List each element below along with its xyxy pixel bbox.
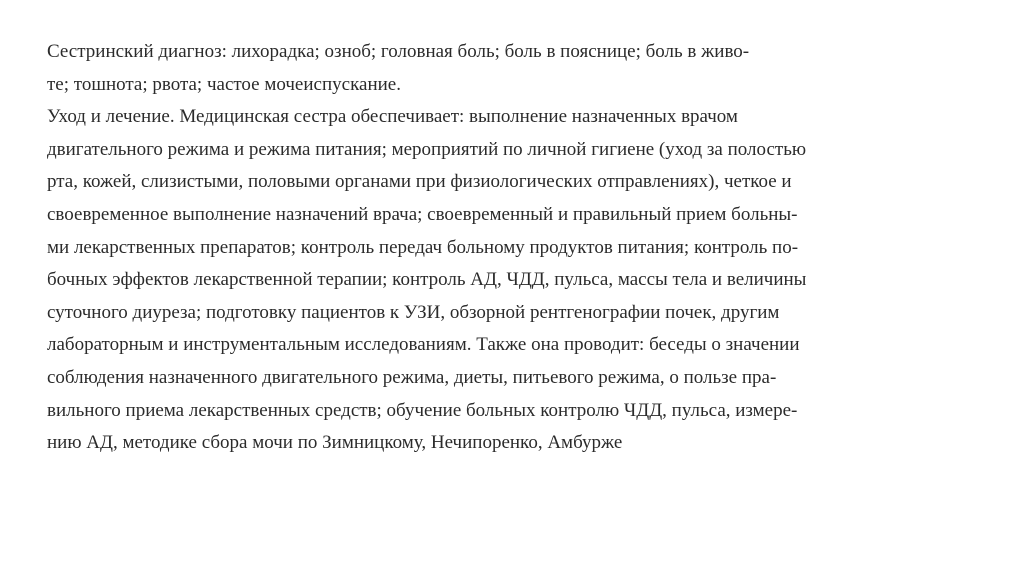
text-line: Сестринский диагноз: лихорадка; озноб; головная боль; боль в пояснице; боль в живо- — [47, 41, 750, 62]
text-line: соблюдения назначенного двигательного режима, диеты, питьевого режима, о пользе пра- — [47, 366, 777, 388]
text-line: Уход и лечение. Медицинская сестра обеспечивает: выполнение назначенных врачом — [47, 106, 738, 128]
text-line: ми лекарственных препаратов; контроль передач больному продуктов питания; контроль по- — [47, 236, 799, 258]
text-line: нию АД, методике сбора мочи по Зимницкому, Нечипоренко, Амбурже — [47, 432, 623, 454]
text-line: вильного приема лекарственных средств; обучение больных контролю ЧДД, пульса, измере- — [47, 399, 798, 421]
text-line: те; тошнота; рвота; частое мочеиспускание. — [47, 73, 401, 95]
text-line: своевременное выполнение назначений врача; своевременный и правильный прием больны- — [47, 203, 798, 225]
body-text — [47, 36, 947, 460]
text-line: лабораторным и инструментальным исследованиям. Также она проводит: беседы о значении — [47, 334, 800, 356]
text-line: суточного диуреза; подготовку пациентов к УЗИ, обзорной рентгенографии почек, другим — [47, 301, 780, 323]
text-line: рта, кожей, слизистыми, половыми органами при физиологических отправлениях), четкое и — [47, 171, 792, 193]
text-line: бочных эффектов лекарственной терапии; контроль АД, ЧДД, пульса, массы тела и величины — [47, 269, 807, 291]
text-line: двигательного режима и режима питания; мероприятий по личной гигиене (уход за полостью — [47, 138, 807, 160]
